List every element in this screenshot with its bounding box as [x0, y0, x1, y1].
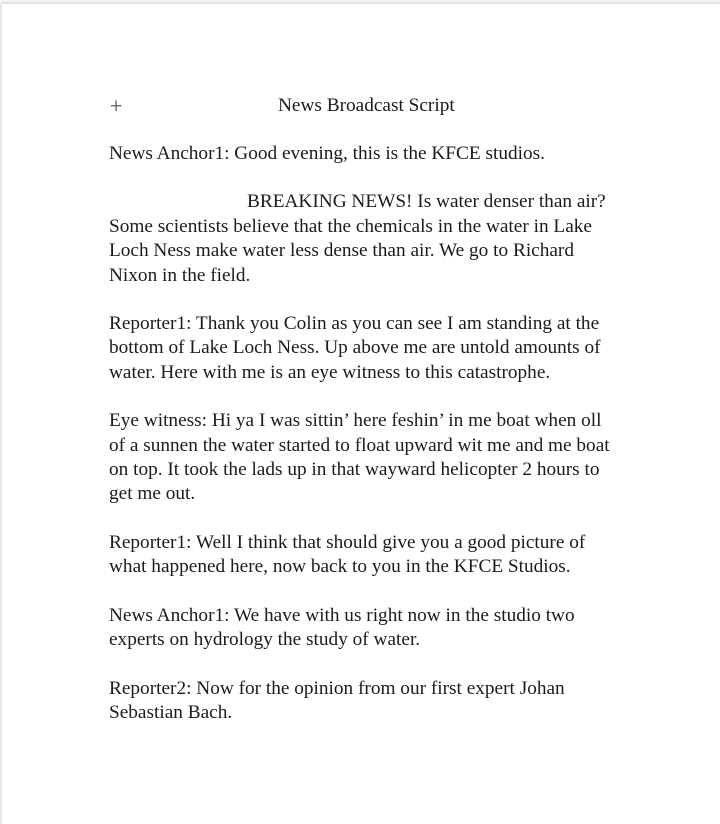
paragraph-breaking-news: BREAKING NEWS! Is water denser than air? Some scientists believe that the chemicals in the water in Lake Loch Ness make water less dense than air. We go to Richard Nixon in the field.	[109, 191, 606, 286]
paragraph-eye-witness: Eye witness: Hi ya I was sittin’ here feshin’ in me boat when oll of a sunnen the water started to float upward wit me and me boat on top. It took the lads up in that wayward helicopter 2 hours to get me out.	[109, 410, 610, 505]
paragraph-reporter2: Reporter2: Now for the opinion from our first expert Johan Sebastian Bach.	[109, 677, 565, 723]
table-move-handle-icon[interactable]: +	[109, 96, 124, 116]
title-row	[109, 94, 621, 118]
document-body[interactable]	[109, 90, 621, 725]
document-title: News Broadcast Script	[278, 95, 455, 116]
paragraph-reporter1-return: Reporter1: Well I think that should give you a good picture of what happened here, now back to you in the KFCE Studios.	[109, 531, 586, 578]
paragraph-anchor-experts: News Anchor1: We have with us right now in the studio two experts on hydrology the study of water.	[109, 604, 575, 651]
paragraph-reporter1-field: Reporter1: Thank you Colin as you can see I am standing at the bottom of Lake Loch Ness. Up above me are untold amounts of water. Here with me is an eye witness to this catastrophe.	[109, 313, 601, 383]
paragraph-anchor-intro: News Anchor1: Good evening, this is the KFCE studios.	[109, 143, 545, 164]
document-page	[1, 4, 720, 824]
